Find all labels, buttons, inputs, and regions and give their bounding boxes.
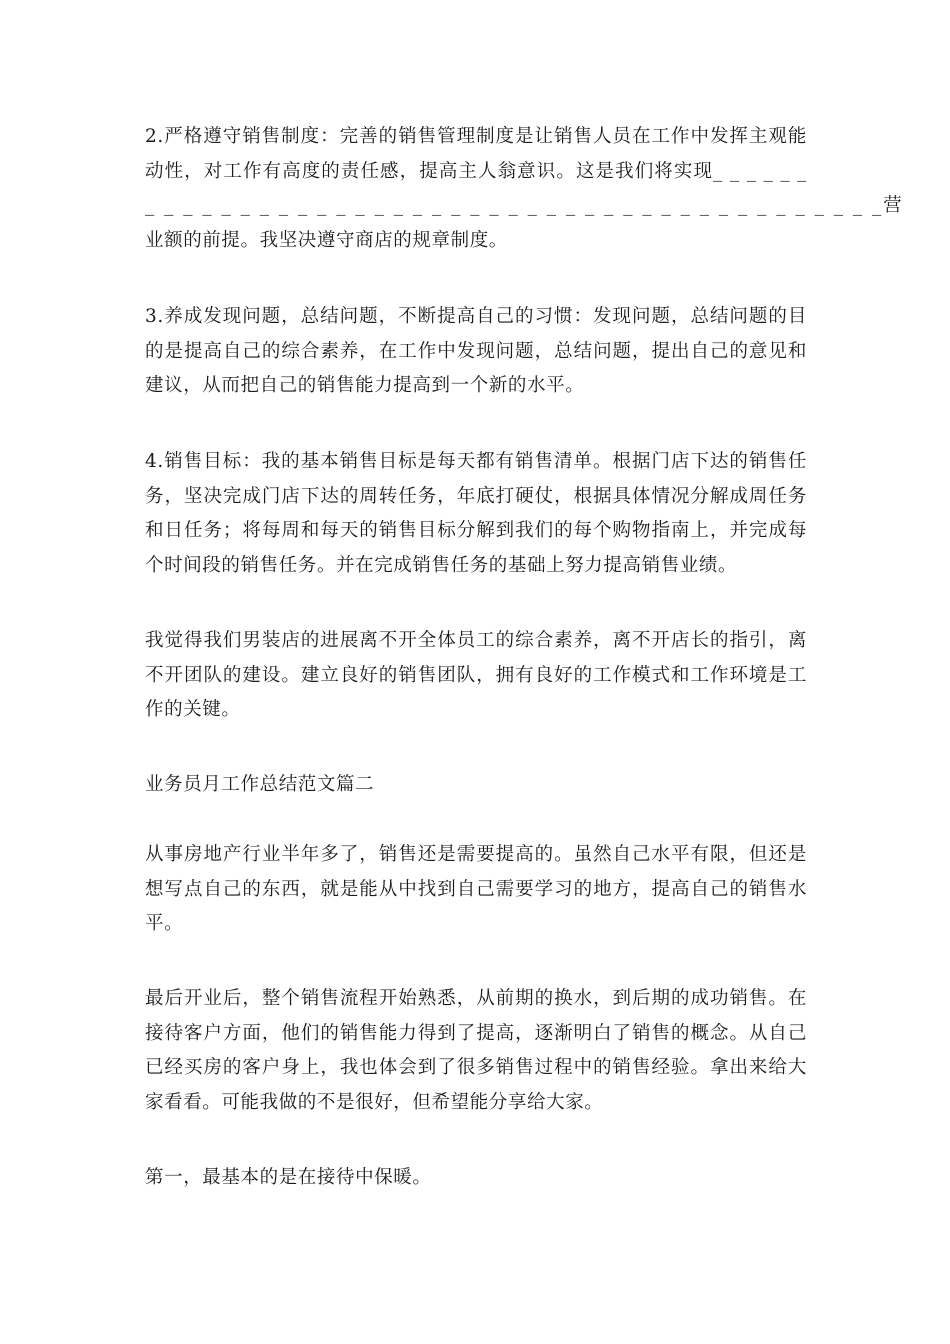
text-line: 业额的前提。我坚决遵守商店的规章制度。	[145, 229, 508, 251]
text-line: 接待客户方面，他们的销售能力得到了提高，逐渐明白了销售的概念。从自己	[145, 1022, 807, 1044]
paragraph-first-point	[145, 1161, 807, 1196]
text-line: 业务员月工作总结范文篇二	[145, 774, 375, 795]
text-line: 从事房地产行业半年多了，销售还是需要提高的。虽然自己水平有限，但还是	[145, 844, 807, 865]
text-line: 4.销售目标：我的基本销售目标是每天都有销售清单。根据门店下达的销售任	[145, 451, 807, 472]
text-line: 务，坚决完成门店下达的周转任务，年底打硬仗，根据具体情况分解成周任务	[145, 485, 807, 507]
text-line: 不开团队的建设。建立良好的销售团队，拥有良好的工作模式和工作环境是工	[145, 664, 807, 686]
text-line: 和日任务；将每周和每天的销售目标分解到我们的每个购物指南上，并完成每	[145, 520, 807, 541]
text-line: 已经买房的客户身上，我也体会到了很多销售过程中的销售经验。拿出来给大	[145, 1057, 807, 1078]
paragraph-sales-system	[145, 120, 904, 258]
text-line: 家看看。可能我做的不是很好，但希望能分享给大家。	[145, 1091, 604, 1113]
paragraph-find-problems	[145, 300, 807, 404]
text-line: 3.养成发现问题，总结问题，不断提高自己的习惯：发现问题，总结问题的目	[145, 306, 807, 327]
text-line: 的是提高自己的综合素养，在工作中发现问题，总结问题，提出自己的意见和	[145, 340, 807, 362]
paragraph-sales-target	[145, 445, 807, 583]
text-line: 个时间段的销售任务。并在完成销售任务的基础上努力提高销售业绩。	[145, 554, 738, 576]
text-line: 2.严格遵守销售制度：完善的销售管理制度是让销售人员在工作中发挥主观能	[145, 126, 807, 147]
text-line: 作的关键。	[145, 699, 241, 720]
section-heading	[145, 768, 807, 803]
paragraph-opening	[145, 982, 807, 1120]
text-line: 建议，从而把自己的销售能力提高到一个新的水平。	[145, 375, 585, 396]
text-line: 第一，最基本的是在接待中保暖。	[145, 1167, 432, 1188]
text-line: 平。	[145, 913, 184, 934]
text-line: 我觉得我们男装店的进展离不开全体员工的综合素养，离不开店长的指引，离	[145, 630, 807, 651]
text-line: 动性，对工作有高度的责任感，提高主人翁意识。这是我们将实现_ _ _ _ _ _	[145, 160, 807, 182]
paragraph-store-team	[145, 624, 807, 728]
text-line: 最后开业后，整个销售流程开始熟悉，从前期的换水，到后期的成功销售。在	[145, 988, 807, 1009]
text-line: 想写点自己的东西，就是能从中找到自己需要学习的地方，提高自己的销售水	[145, 878, 807, 900]
text-line: _ _ _ _ _ _ _ _ _ _ _ _ _ _ _ _ _ _ _ _ _ _ _ _ _ _ _ _ _ _ _ _ _ _ _ _ _ _ _营	[145, 195, 904, 216]
paragraph-real-estate	[145, 838, 807, 942]
